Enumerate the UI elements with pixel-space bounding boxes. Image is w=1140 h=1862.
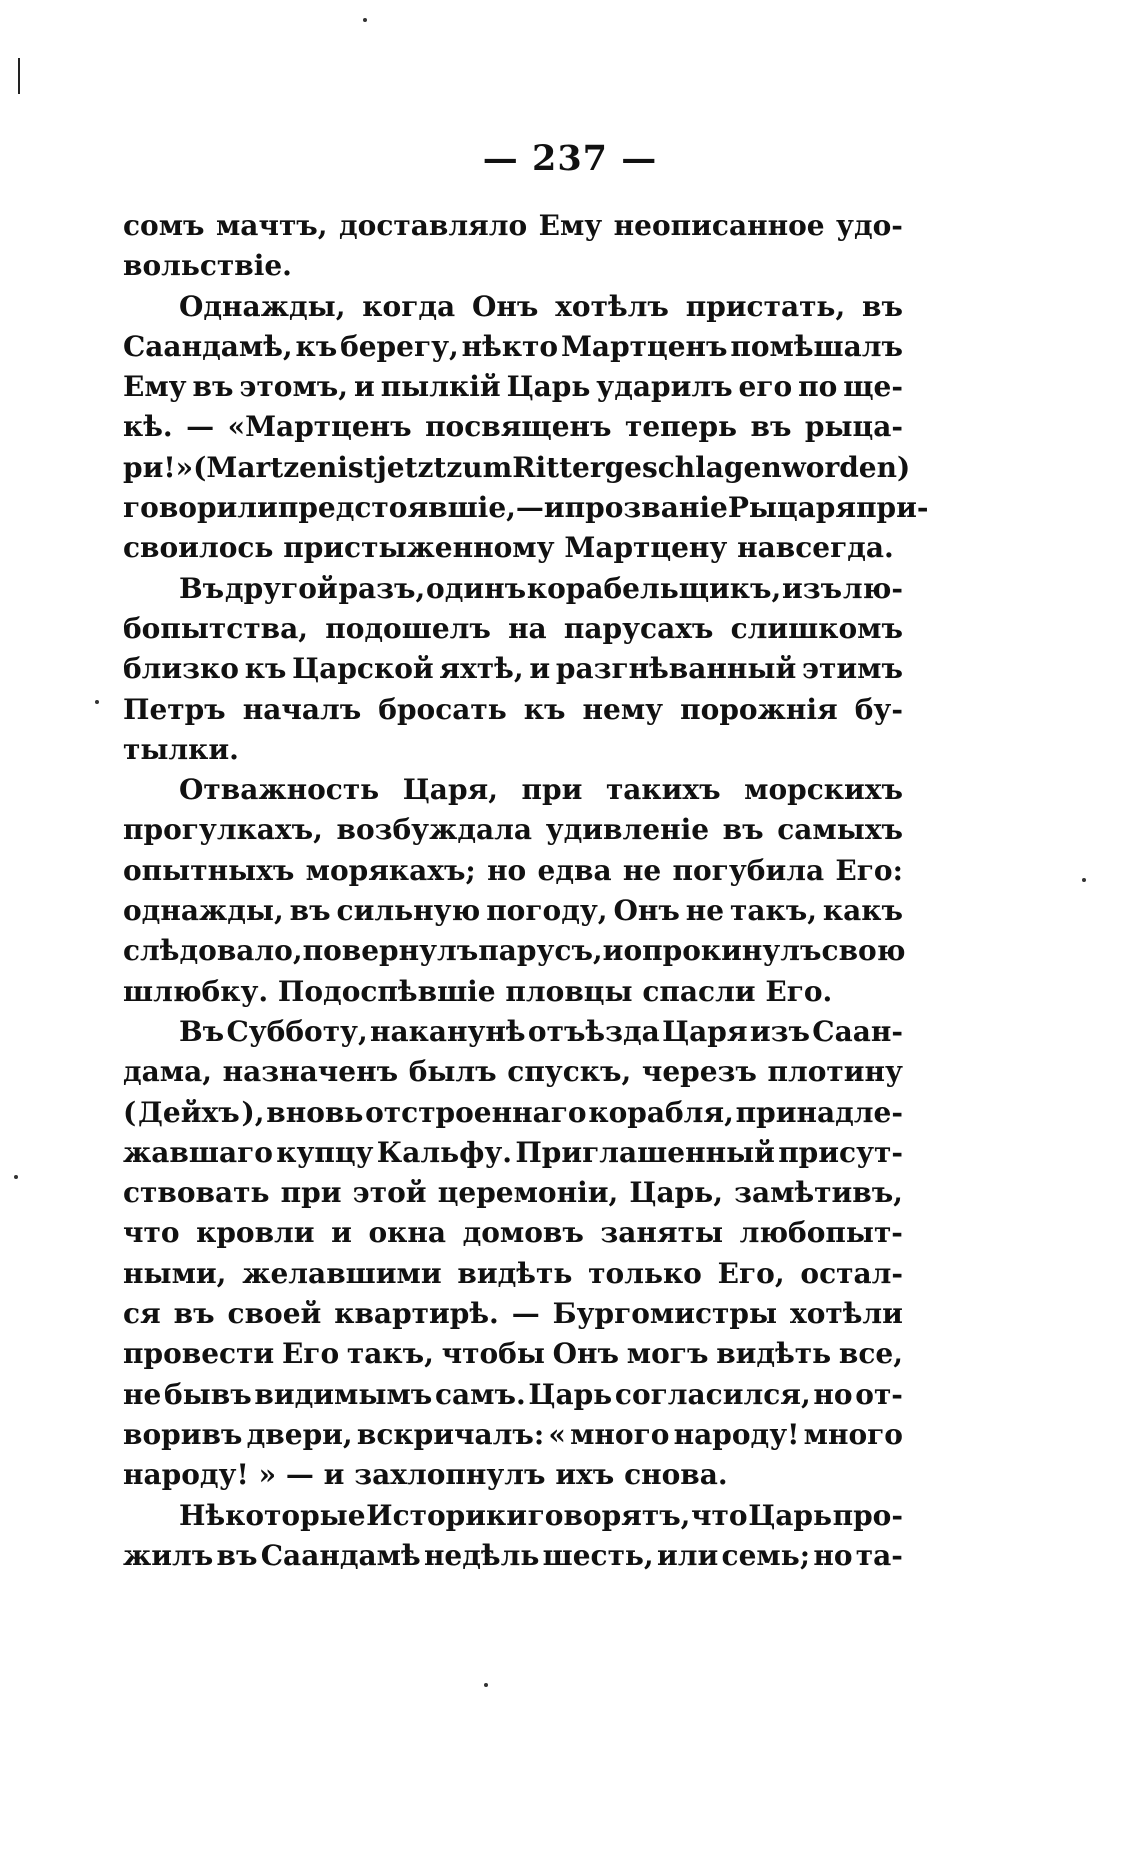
word: остал- — [800, 1256, 903, 1290]
word: снова. — [624, 1458, 728, 1492]
text-line — [123, 1455, 903, 1495]
word: черезъ — [641, 1055, 757, 1089]
word: вольствіе. — [123, 249, 292, 283]
word: отстроеннаго — [365, 1095, 587, 1129]
word: навсегда. — [737, 531, 894, 565]
text-line — [123, 1294, 903, 1334]
word: все, — [838, 1337, 903, 1371]
word: яхтѣ, — [439, 652, 524, 686]
word: теперь — [624, 410, 738, 444]
word: плотину — [767, 1055, 903, 1089]
word: ся — [123, 1297, 161, 1331]
word: спускъ, — [507, 1055, 632, 1089]
word: ( — [193, 450, 207, 484]
word: рыца- — [804, 410, 903, 444]
word: Ему — [123, 370, 187, 404]
word: но — [813, 1377, 853, 1411]
text-line — [123, 1375, 903, 1415]
word: не — [622, 853, 662, 887]
word: Ему — [538, 209, 603, 242]
word: и — [323, 1458, 345, 1492]
word: изъ — [749, 1014, 810, 1048]
word: этомъ, — [239, 370, 349, 404]
scan-speck — [363, 18, 367, 22]
word: Онъ — [472, 289, 539, 323]
word: Саандамѣ — [260, 1538, 421, 1572]
word: кровли — [196, 1216, 315, 1250]
word: жилъ — [123, 1538, 214, 1572]
word: Онъ — [552, 1337, 620, 1371]
word: нѣкто — [461, 329, 559, 363]
text-line — [123, 407, 903, 447]
word: от- — [855, 1377, 903, 1411]
word: дама, — [123, 1055, 213, 1089]
word: — — [285, 1458, 314, 1492]
word: заняты — [600, 1216, 724, 1250]
word: погоду, — [486, 894, 608, 928]
word: — — [186, 410, 215, 444]
word: про- — [832, 1498, 903, 1532]
word: ри!» — [123, 450, 194, 484]
word: народу! — [123, 1458, 249, 1492]
word: подошелъ — [325, 611, 491, 645]
word: но — [487, 853, 527, 887]
word: ) — [896, 450, 911, 484]
word: въ — [173, 1297, 215, 1331]
word: вскричалъ: — [356, 1417, 545, 1451]
word: пловцы — [505, 974, 633, 1008]
word: погубила — [672, 853, 825, 887]
scan-speck — [484, 1683, 488, 1687]
word: Царь — [506, 370, 591, 404]
word: морскихъ — [744, 773, 903, 807]
word: Царь — [528, 1377, 613, 1411]
text-line — [123, 528, 903, 568]
margin-mark — [18, 58, 20, 94]
word: шлюбку. — [123, 974, 269, 1008]
word: его — [738, 370, 793, 404]
word: самыхъ — [777, 813, 903, 847]
scan-speck — [1082, 878, 1086, 882]
word: захлопнулъ — [354, 1458, 546, 1492]
word: ихъ — [555, 1458, 615, 1492]
word: нему — [582, 692, 664, 726]
word: Кальфу. — [376, 1135, 513, 1169]
text-line — [123, 1052, 903, 1092]
word: Martzen — [206, 450, 338, 484]
word: Въ — [179, 1014, 225, 1048]
word: но — [813, 1538, 853, 1572]
word: Мартцену — [564, 531, 728, 565]
word: ными, — [123, 1256, 227, 1290]
word: помѣшалъ — [730, 329, 903, 363]
word: наканунѣ — [370, 1014, 526, 1048]
text-line — [123, 1213, 903, 1253]
word: воривъ — [123, 1417, 243, 1451]
word: берегу, — [340, 329, 459, 363]
text-line — [123, 972, 903, 1012]
text-line — [123, 931, 906, 971]
word: посвященъ — [425, 410, 612, 444]
scan-speck — [95, 700, 99, 704]
word: такихъ — [605, 773, 721, 807]
text-line — [123, 810, 903, 850]
word: корабельщикъ, — [526, 571, 782, 605]
word: geschlagen — [604, 450, 782, 484]
word: zum — [446, 450, 513, 484]
word: сомъ — [123, 209, 205, 242]
word: Онъ — [613, 894, 680, 928]
word: не — [685, 894, 725, 928]
word: говорили — [123, 491, 278, 525]
word: тылки. — [123, 732, 239, 766]
body-text — [123, 206, 929, 1576]
text-line — [123, 287, 903, 327]
text-line — [123, 891, 903, 931]
word: Царь, — [629, 1176, 723, 1210]
word: этой — [352, 1176, 427, 1210]
word: шесть, — [542, 1538, 654, 1572]
word: Царя — [662, 1014, 748, 1048]
word: Однажды, — [179, 289, 346, 323]
word: въ — [750, 410, 792, 444]
word: Царь — [748, 1498, 832, 1532]
word: свою — [821, 934, 906, 968]
word: повернулъ — [302, 934, 479, 968]
word: одинъ — [426, 571, 527, 605]
word: такъ, — [730, 894, 817, 928]
text-line — [123, 1254, 903, 1294]
word: Рыцаря — [727, 491, 857, 525]
word: окна — [368, 1216, 446, 1250]
word: въ — [289, 894, 331, 928]
text-line — [123, 690, 903, 730]
scan-speck — [14, 1175, 18, 1179]
word: отъѣзда — [527, 1014, 660, 1048]
word: Приглашенный — [515, 1135, 775, 1169]
word: удо- — [836, 209, 903, 242]
text-line — [123, 1173, 903, 1213]
word: только — [588, 1256, 702, 1290]
word: — — [511, 1297, 540, 1331]
word: « — [548, 1417, 566, 1451]
page-number: — 237 — — [482, 138, 658, 179]
word: опытныхъ — [123, 853, 295, 887]
word: при — [521, 773, 583, 807]
word: много — [803, 1417, 903, 1451]
word: Его, — [717, 1256, 785, 1290]
word: прозваніе — [564, 491, 728, 525]
word: пылкій — [380, 370, 501, 404]
word: корабля, — [588, 1095, 734, 1129]
word: хотѣли — [790, 1297, 903, 1331]
word: и — [602, 934, 624, 968]
word: опрокинулъ — [623, 934, 822, 968]
word: въ — [722, 813, 764, 847]
word: Дейхъ — [138, 1095, 240, 1129]
text-line — [123, 206, 903, 246]
word: Его. — [765, 974, 833, 1008]
word: лю- — [842, 571, 903, 605]
word: какъ — [822, 894, 903, 928]
word: ( — [123, 1095, 137, 1129]
word: бывъ — [164, 1377, 252, 1411]
text-line — [123, 327, 903, 367]
word: видѣть — [716, 1337, 832, 1371]
word: возбуждала — [336, 813, 533, 847]
word: двери, — [246, 1417, 353, 1451]
word: Царской — [292, 652, 434, 686]
word: слѣдовало, — [123, 934, 303, 968]
text-line — [123, 367, 903, 407]
word: другой — [224, 571, 338, 605]
word: купцу — [276, 1135, 374, 1169]
word: говорятъ, — [527, 1498, 691, 1532]
text-line — [123, 488, 929, 528]
word: Его: — [835, 853, 903, 887]
word: такъ, — [346, 1337, 434, 1371]
word: не — [123, 1377, 162, 1411]
word: могъ — [626, 1337, 709, 1371]
word: » — [258, 1458, 277, 1492]
word: Субботу, — [226, 1014, 368, 1048]
word: самъ. — [434, 1377, 526, 1411]
word: или — [656, 1538, 719, 1572]
word: домовъ — [462, 1216, 584, 1250]
text-line — [123, 1496, 903, 1536]
word: Нѣкоторые — [179, 1498, 366, 1532]
word: однажды, — [123, 894, 284, 928]
word: чтобы — [441, 1337, 545, 1371]
text-line — [123, 770, 903, 810]
text-line — [123, 730, 903, 770]
text-line — [123, 569, 903, 609]
word: Отважность — [179, 773, 380, 807]
word: — — [515, 491, 544, 525]
word: и — [353, 370, 375, 404]
word: къ — [523, 692, 566, 726]
word: неописанное — [613, 209, 825, 242]
word: замѣтивъ, — [734, 1176, 903, 1210]
word: спасли — [642, 974, 756, 1008]
word: въ — [862, 289, 903, 323]
word: ударилъ — [596, 370, 733, 404]
word: морякахъ; — [305, 853, 476, 887]
word: Историки — [366, 1498, 528, 1532]
text-line — [123, 246, 903, 286]
word: видѣть — [457, 1256, 573, 1290]
word: удивленіе — [545, 813, 710, 847]
word: любопыт- — [739, 1216, 903, 1250]
word: къ — [244, 652, 287, 686]
word: что — [123, 1216, 180, 1250]
word: кѣ. — [123, 410, 173, 444]
word: пристать, — [685, 289, 846, 323]
text-line — [123, 1012, 903, 1052]
word: въ — [192, 370, 234, 404]
word: jetzt — [376, 450, 447, 484]
word: ствовать — [123, 1176, 270, 1210]
word: слишкомъ — [730, 611, 903, 645]
text-line — [123, 851, 903, 891]
word: мачтъ, — [215, 209, 328, 242]
word: Подоспѣвшіе — [277, 974, 496, 1008]
word: Бургомистры — [552, 1297, 778, 1331]
text-line — [123, 448, 911, 488]
word: парусахъ — [563, 611, 714, 645]
word: пристыженному — [283, 531, 555, 565]
word: «Мартценъ — [227, 410, 412, 444]
text-line — [123, 1415, 903, 1455]
word: Мартценъ — [560, 329, 728, 363]
word: близко — [123, 652, 239, 686]
word: къ — [295, 329, 338, 363]
word: Царя, — [402, 773, 498, 807]
word: Саандамѣ, — [123, 329, 293, 363]
word: порожнія — [680, 692, 838, 726]
word: и — [331, 1216, 352, 1250]
word: бу- — [854, 692, 903, 726]
word: началъ — [242, 692, 362, 726]
word: своилось — [123, 531, 274, 565]
word: предстоявшіе, — [277, 491, 516, 525]
word: та- — [855, 1538, 903, 1572]
text-line — [123, 1536, 903, 1576]
word: прогулкахъ, — [123, 813, 323, 847]
text-line — [123, 609, 903, 649]
word: присут- — [778, 1135, 903, 1169]
word: недѣль — [423, 1538, 540, 1572]
word: видимымъ — [254, 1377, 433, 1411]
word: при — [280, 1176, 342, 1210]
word: изъ — [782, 571, 843, 605]
word: былъ — [408, 1055, 497, 1089]
word: ist — [337, 450, 377, 484]
word: желавшими — [242, 1256, 442, 1290]
word: квартирѣ. — [334, 1297, 499, 1331]
word: на — [508, 611, 547, 645]
text-line — [123, 1334, 903, 1374]
word: и — [543, 491, 565, 525]
word: провести — [123, 1337, 275, 1371]
word: принадле- — [735, 1095, 903, 1129]
word: Петръ — [123, 692, 226, 726]
word: этимъ — [801, 652, 903, 686]
word: въ — [216, 1538, 258, 1572]
word: Въ — [179, 571, 225, 605]
word: и — [529, 652, 551, 686]
word: церемоніи, — [437, 1176, 619, 1210]
word: щe- — [843, 370, 903, 404]
word: Ritter — [512, 450, 605, 484]
word: жавшаго — [123, 1135, 273, 1169]
word: ), — [241, 1095, 265, 1129]
word: парусъ, — [478, 934, 603, 968]
word: бросать — [378, 692, 507, 726]
word: своей — [227, 1297, 322, 1331]
word: хотѣлъ — [555, 289, 669, 323]
word: народу! — [673, 1417, 800, 1451]
word: Саан- — [812, 1014, 903, 1048]
word: Его — [281, 1337, 340, 1371]
word: разгнѣванный — [555, 652, 797, 686]
word: бопытства, — [123, 611, 309, 645]
word: по — [798, 370, 838, 404]
word: сильную — [336, 894, 481, 928]
word: worden — [781, 450, 897, 484]
word: едва — [537, 853, 612, 887]
word: вновь — [266, 1095, 364, 1129]
word: назначенъ — [222, 1055, 399, 1089]
word: когда — [362, 289, 456, 323]
word: семь; — [721, 1538, 811, 1572]
word: доставляло — [338, 209, 528, 242]
word: согласился, — [614, 1377, 811, 1411]
word: что — [691, 1498, 748, 1532]
word: много — [570, 1417, 670, 1451]
text-line — [123, 1093, 903, 1133]
text-line — [123, 1133, 903, 1173]
word: при- — [856, 491, 929, 525]
word: разъ, — [338, 571, 426, 605]
text-line — [123, 649, 903, 689]
